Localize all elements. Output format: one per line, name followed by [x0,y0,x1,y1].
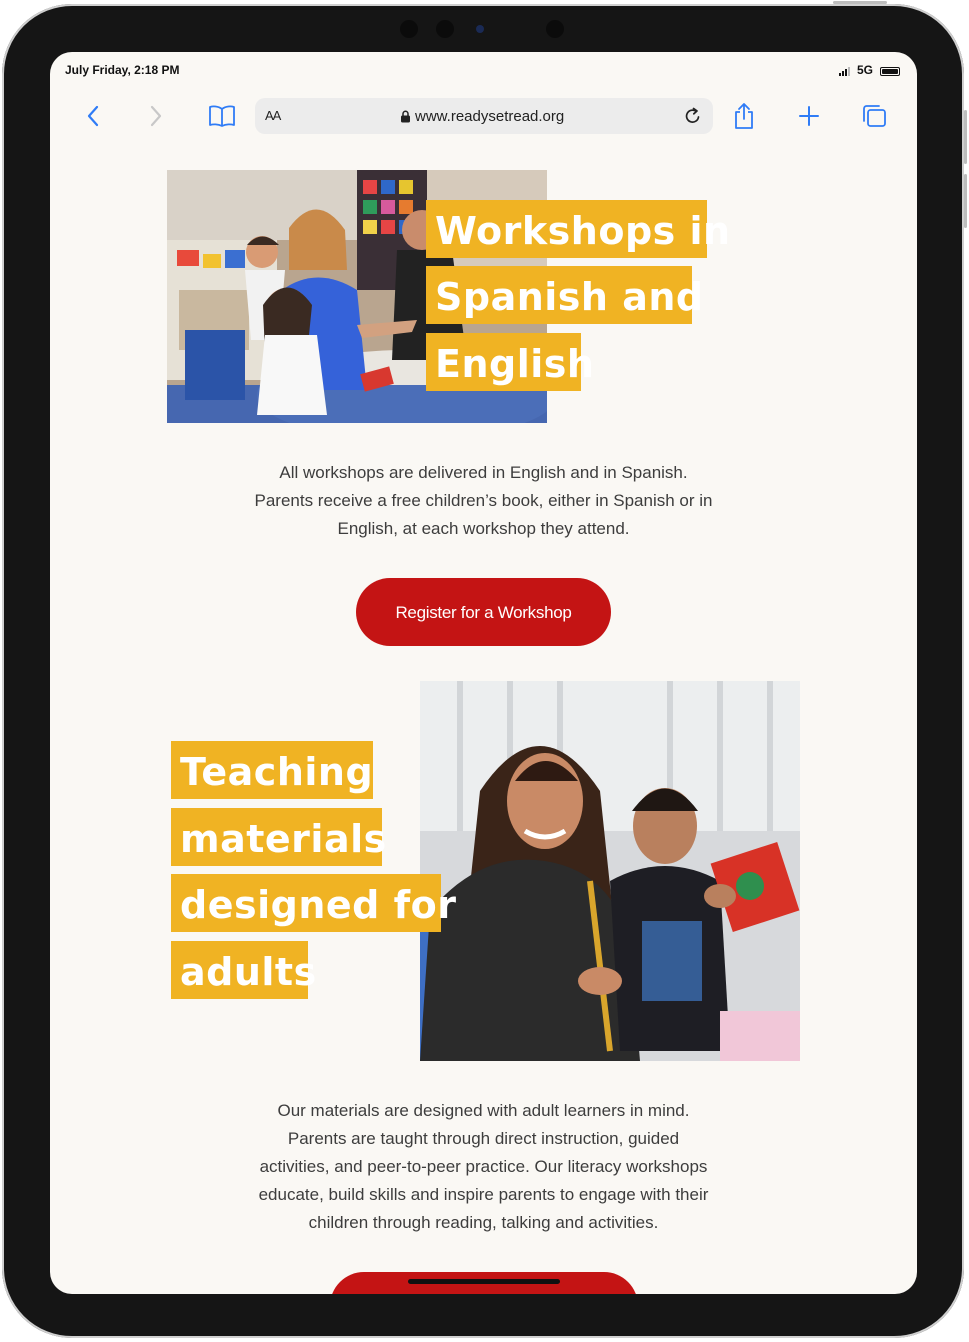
open-book-icon [208,105,236,127]
workshops-heading-line-3: English [426,333,581,391]
workshops-description-line: All workshops are delivered in English and in Spanish. [279,463,688,482]
materials-description-line: Our materials are designed with adult learners in mind. [277,1101,690,1120]
camera-indicator [476,25,484,33]
materials-description [170,1097,797,1237]
workshops-description [170,459,797,543]
plus-icon [798,105,820,127]
browser-toolbar [50,88,917,146]
face-sensor [546,20,564,38]
home-indicator[interactable] [408,1279,560,1284]
volume-up-button [964,110,967,164]
materials-heading-line-1: Teaching [171,741,373,799]
signal-icon [839,66,853,76]
tabs-icon [861,104,887,128]
share-button[interactable] [728,100,760,132]
forward-button[interactable] [140,100,172,132]
battery-level [882,69,898,74]
reload-icon[interactable] [683,106,703,126]
address-bar[interactable] [255,98,713,134]
new-tab-button[interactable] [793,100,825,132]
battery-icon [880,67,900,76]
power-button [833,1,887,4]
text-size-button[interactable]: AA [265,108,281,123]
chevron-left-icon [86,105,100,127]
lock-icon [400,110,411,123]
register-workshop-button[interactable]: Register for a Workshop [356,578,611,646]
tabs-button[interactable] [858,100,890,132]
parent-child-reading-photo [420,681,800,1061]
bookmarks-button[interactable] [206,100,238,132]
volume-down-button [964,174,967,228]
chevron-right-icon [149,105,163,127]
workshops-description-line: Parents receive a free children’s book, either in Spanish or in [254,491,713,510]
back-button[interactable] [77,100,109,132]
camera-lens [436,20,454,38]
url-text: www.readysetread.org [415,108,565,125]
workshops-description-line: English, at each workshop they attend. [337,519,630,538]
materials-description-line: Parents are taught through direct instruction, guided [287,1129,680,1148]
materials-heading-line-2: materials [171,808,382,866]
share-icon [733,102,755,130]
materials-heading-line-4: adults [171,941,308,999]
materials-description-line: activities, and peer-to-peer practice. Our literacy workshops [259,1157,708,1176]
camera-sensor [400,20,418,38]
status-time: July Friday, 2:18 PM [65,63,180,77]
materials-heading-line-3: designed for [171,874,441,932]
network-label: 5G [857,63,874,77]
materials-description-line: children through reading, talking and activities. [308,1213,659,1232]
screen [50,52,917,1294]
workshops-heading-line-1: Workshops in [426,200,707,258]
status-bar [50,52,917,88]
materials-description-line: educate, build skills and inspire parents to engage with their [258,1185,709,1204]
workshops-heading-line-2: Spanish and [426,266,692,324]
